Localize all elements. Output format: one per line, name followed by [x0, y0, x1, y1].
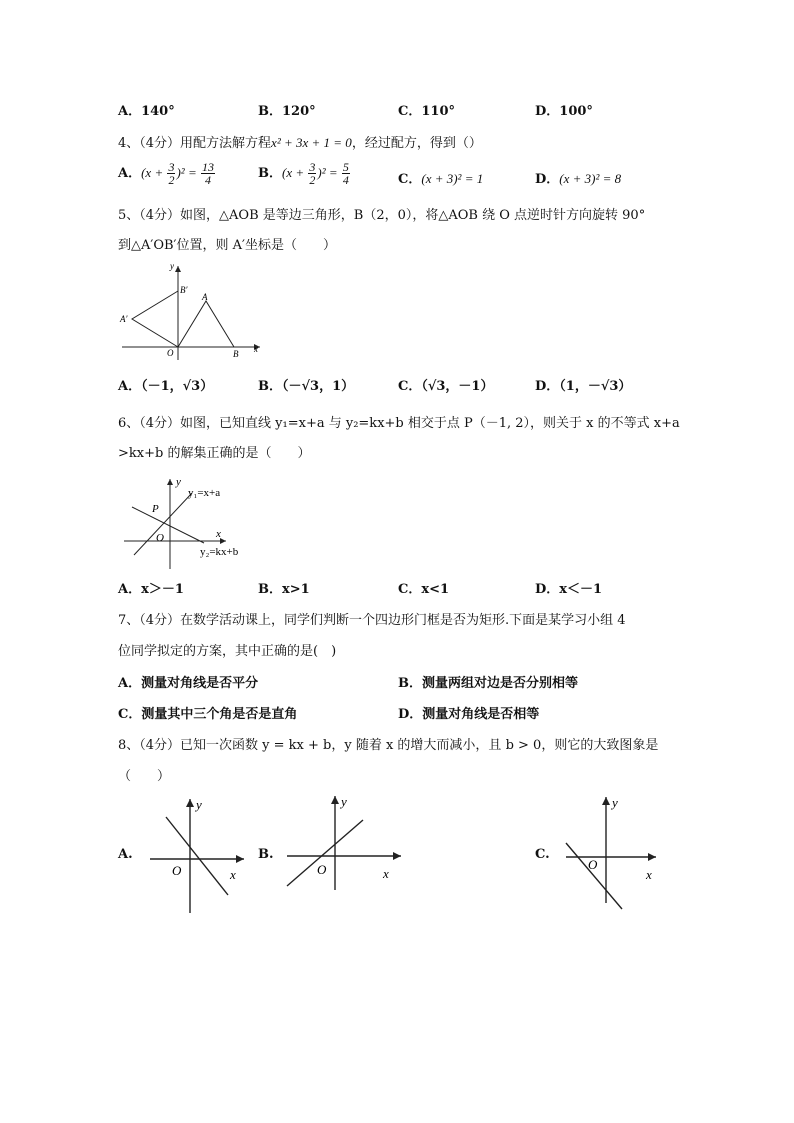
q5-figure: [110, 260, 270, 365]
q4-option-d: [535, 170, 621, 189]
q4-b-den: 2: [309, 173, 316, 187]
q4-option-b-label: B．: [258, 166, 282, 181]
q4-option-c: [398, 170, 483, 189]
q4-stem: [118, 134, 482, 153]
q8-graph-c: [560, 793, 662, 913]
q4-b-rden: 4: [342, 173, 349, 187]
q6-figure: [118, 473, 268, 573]
q5-fig-origin-label: O: [167, 348, 174, 358]
q7-option-c: C．测量其中三个角是否是直角: [118, 707, 298, 722]
q8-a-x-label: x: [230, 867, 236, 882]
q6-line2: >kx+b 的解集正确的是（ ）: [118, 446, 311, 461]
q8-a-y-label: y: [196, 797, 202, 812]
q4-a-frac: [167, 161, 175, 186]
q4-a-left: (x +: [141, 165, 167, 180]
q5-fig-b-prime-label: B′: [180, 285, 188, 295]
q5-line1: 5、（4分）如图，△AOB 是等边三角形，B（2，0），将△AOB 绕 O 点逆时针方向旋转 90°: [118, 208, 646, 223]
q5-option-a: A．（－1，√3）: [118, 379, 214, 394]
q4-stem-tail: ，经过配方，得到（）: [351, 136, 482, 151]
q3-option-b: B．120°: [258, 104, 316, 119]
q5-fig-a-label: A: [202, 292, 208, 302]
q8-graph-b: [283, 792, 405, 892]
q8-line1: 8、（4分）已知一次函数 y = kx + b，y 随着 x 的增大而减小，且 b > 0，则它的大致图象是: [118, 738, 659, 753]
q4-option-b: [258, 161, 351, 186]
q8-graph-a: [148, 795, 250, 915]
q3-option-a: A．140°: [118, 104, 175, 119]
q4-b-rnum: 5: [342, 160, 349, 174]
q8-c-y-label: y: [612, 795, 618, 810]
q5-line2: 到△A′OB′位置，则 A′坐标是（ ）: [118, 238, 336, 253]
q7-line1: 7、（4分）在数学活动课上，同学们判断一个四边形门框是否为矩形.下面是某学习小组 4: [118, 613, 626, 628]
q7-option-d: D．测量对角线是否相等: [398, 707, 540, 722]
q4-option-c-label: C．: [398, 172, 422, 187]
q8-a-origin-label: O: [172, 863, 182, 878]
q4-a-mid: )² =: [176, 165, 200, 180]
q4-a-rden: 4: [204, 173, 211, 187]
q5-fig-b-label: B: [233, 349, 239, 359]
q8-b-y-label: y: [341, 794, 347, 809]
q8-option-b: B.: [258, 847, 274, 862]
q8-b-origin-label: O: [317, 862, 327, 877]
q4-a-num: 3: [168, 160, 175, 174]
q4-b-left: (x +: [282, 165, 308, 180]
q5-fig-x-label: x: [254, 344, 258, 354]
q6-fig-p-label: P: [152, 503, 159, 515]
q6-option-d: D．x＜－1: [535, 582, 603, 597]
q4-a-rfrac: [201, 161, 215, 186]
q5-option-c: C．（√3，－1）: [398, 379, 494, 394]
q4-equation: x² + 3x + 1 = 0: [271, 135, 352, 150]
q4-b-rfrac: [342, 161, 350, 186]
q4-stem-text: 4、（4分）用配方法解方程: [118, 136, 272, 151]
q6-option-a: A．x＞－1: [118, 582, 184, 597]
q5-fig-y-label: y: [170, 261, 174, 271]
q4-option-a: [118, 161, 216, 186]
q4-a-den: 2: [168, 173, 175, 187]
q7-line2: 位同学拟定的方案，其中正确的是( ): [118, 644, 337, 659]
q5-fig-a-prime-label: A′: [120, 314, 128, 324]
q3-option-d: D．100°: [535, 104, 593, 119]
q4-b-frac: [308, 161, 316, 186]
q7-option-b: B．测量两组对边是否分别相等: [398, 676, 578, 691]
q8-option-a: A.: [118, 847, 133, 862]
q6-fig-origin-label: O: [156, 532, 164, 544]
q4-a-rnum: 13: [201, 160, 214, 174]
q8-c-origin-label: O: [588, 857, 598, 872]
q6-line1: 6、（4分）如图，已知直线 y₁=x+a 与 y₂=kx+b 相交于点 P（－1, 2），则关于 x 的不等式 x+a: [118, 416, 680, 431]
q4-option-d-label: D．: [535, 172, 560, 187]
q5-option-d: D．（1，－√3）: [535, 379, 632, 394]
q6-fig-line1-label: y₁=x+a: [188, 487, 221, 499]
q8-c-x-label: x: [646, 867, 652, 882]
q6-fig-y-label: y: [176, 476, 181, 488]
q7-option-a: A．测量对角线是否平分: [118, 676, 259, 691]
q6-option-c: C．x<1: [398, 582, 450, 597]
q4-b-mid: )² =: [317, 165, 341, 180]
q4-option-a-label: A．: [118, 166, 142, 181]
q4-d-expr: (x + 3)² = 8: [559, 171, 622, 186]
q8-line2: （ ）: [118, 769, 171, 784]
q4-b-num: 3: [309, 160, 316, 174]
q6-option-b: B．x>1: [258, 582, 310, 597]
q3-option-c: C．110°: [398, 104, 455, 119]
q4-c-expr: (x + 3)² = 1: [421, 171, 484, 186]
q8-option-c: C.: [535, 847, 550, 862]
q6-fig-line2-label: y₂=kx+b: [200, 546, 239, 558]
q6-fig-x-label: x: [216, 528, 221, 540]
q8-b-x-label: x: [383, 866, 389, 881]
q5-option-b: B．（－√3，1）: [258, 379, 355, 394]
